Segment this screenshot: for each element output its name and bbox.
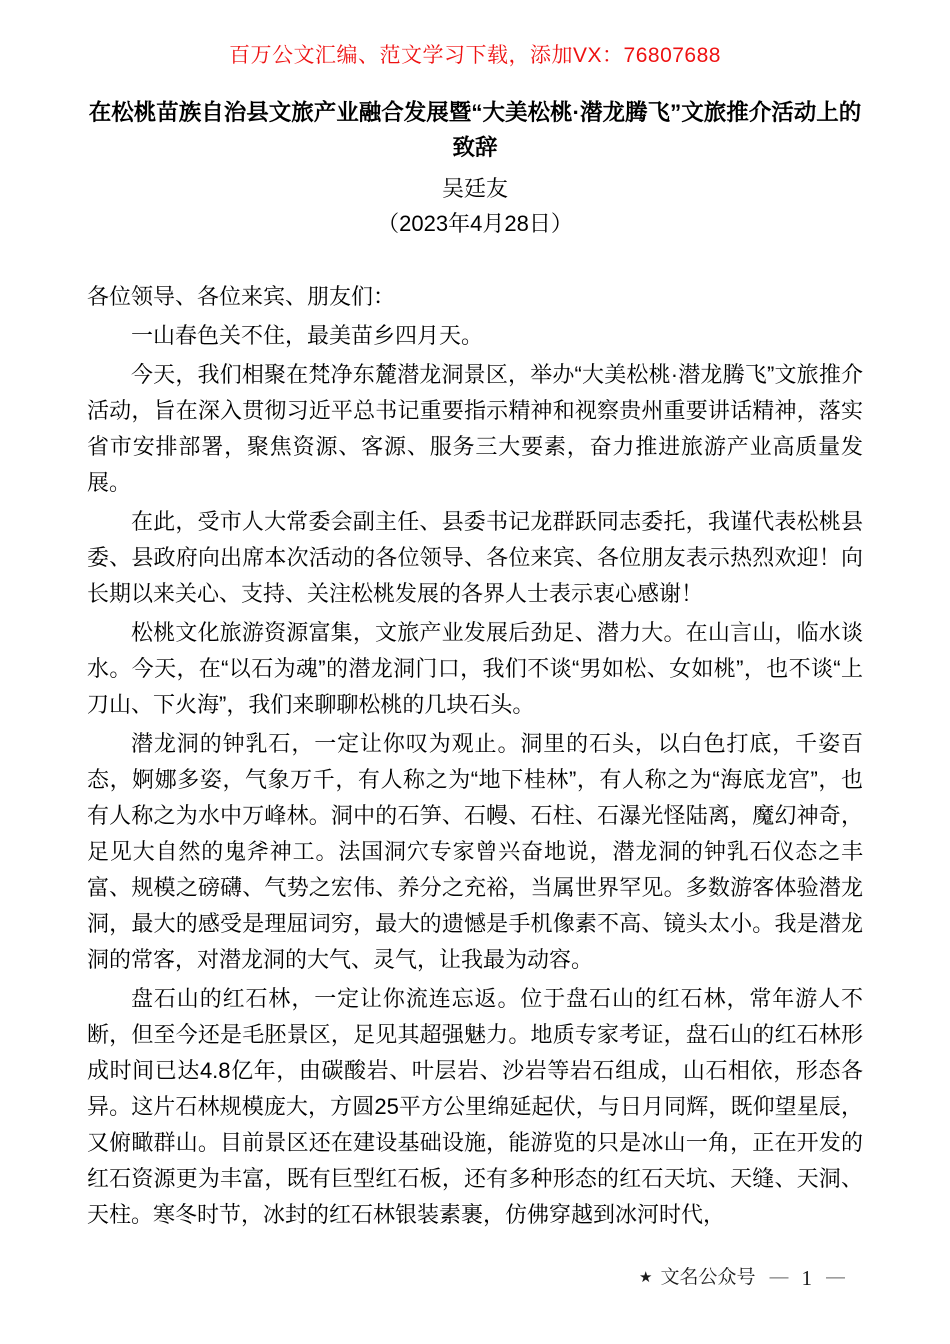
body-paragraph-3: 在此，受市人大常委会副主任、县委书记龙群跃同志委托，我谨代表松桃县委、县政府向出席本次活动的各位领导、各位来宾、各位朋友表示热烈欢迎！向长期以来关心、支持、关注松桃发展的各界人士表示衷心感谢！	[87, 509, 863, 606]
body-paragraph-4: 松桃文化旅游资源富集，文旅产业发展后劲足、潜力大。在山言山，临水谈水。今天，在“以石为魂”的潜龙洞门口，我们不谈“男如松、女如桃”，也不谈“上刀山、下火海”，我们来聊聊松桃的几块石头。	[87, 620, 863, 717]
author-name: 吴廷友	[441, 176, 508, 201]
footer-account-label: 文名公众号	[660, 1267, 756, 1288]
body-paragraph-5: 潜龙洞的钟乳石，一定让你叹为观止。洞里的石头，以白色打底，千姿百态，婀娜多姿，气象万千，有人称之为“地下桂林”，有人称之为“海底龙宫”，也有人称之为水中万峰林。洞中的石笋、石幔、石柱、石瀑光怪陆离，魔幻神奇，足见大自然的鬼斧神工。法国洞穴专家曾兴奋地说，潜龙洞的钟乳石仪态之丰富、规模之磅礴、气势之宏伟、养分之充裕，当属世界罕见。多数游客体验潜龙洞，最大的感受是理屈词穷，最大的遗憾是手机像素不高、镜头太小。我是潜龙洞的常客，对潜龙洞的大气、灵气，让我最为动容。	[87, 731, 863, 972]
star-icon: ★	[639, 1269, 653, 1286]
body-paragraph-1: 一山春色关不住，最美苗乡四月天。	[131, 323, 484, 348]
footer-dash-right: —	[826, 1267, 844, 1288]
document-title: 在松桃苗族自治县文旅产业融合发展暨“大美松桃·潜龙腾飞”文旅推介活动上的致辞	[88, 100, 862, 160]
page-number: 1	[801, 1266, 812, 1290]
page-footer	[639, 1264, 858, 1292]
body-paragraph-2: 今天，我们相聚在梵净东麓潜龙洞景区，举办“大美松桃·潜龙腾飞”文旅推介活动，旨在深入贯彻习近平总书记重要指示精神和视察贵州重要讲话精神，落实省市安排部署，聚焦资源、客源、服务三大要素，奋力推进旅游产业高质量发展。	[87, 362, 863, 495]
footer-dash-left: —	[769, 1267, 788, 1288]
promo-notice: 百万公文汇编、范文学习下载，添加VX：76807688	[229, 44, 721, 67]
body-paragraph-6: 盘石山的红石林，一定让你流连忘返。位于盘石山的红石林，常年游人不断，但至今还是毛胚景区，足见其超强魅力。地质专家考证，盘石山的红石林形成时间已达4.8亿年，由碳酸岩、叶层岩、沙岩等岩石组成，山石相依，形态各异。这片石林规模庞大，方圆25平方公里绵延起伏，与日月同辉，既仰望星辰，又俯瞰群山。目前景区还在建设基础设施，能游览的只是冰山一角，正在开发的红石资源更为丰富，既有巨型红石板，还有多种形态的红石天坑、天缝、天洞、天柱。寒冬时节，冰封的红石林银装素裹，仿佛穿越到冰河时代，	[87, 986, 863, 1227]
document-body	[87, 279, 863, 1233]
salutation-line: 各位领导、各位来宾、朋友们：	[87, 284, 396, 309]
document-date: （2023年4月28日）	[377, 211, 573, 236]
